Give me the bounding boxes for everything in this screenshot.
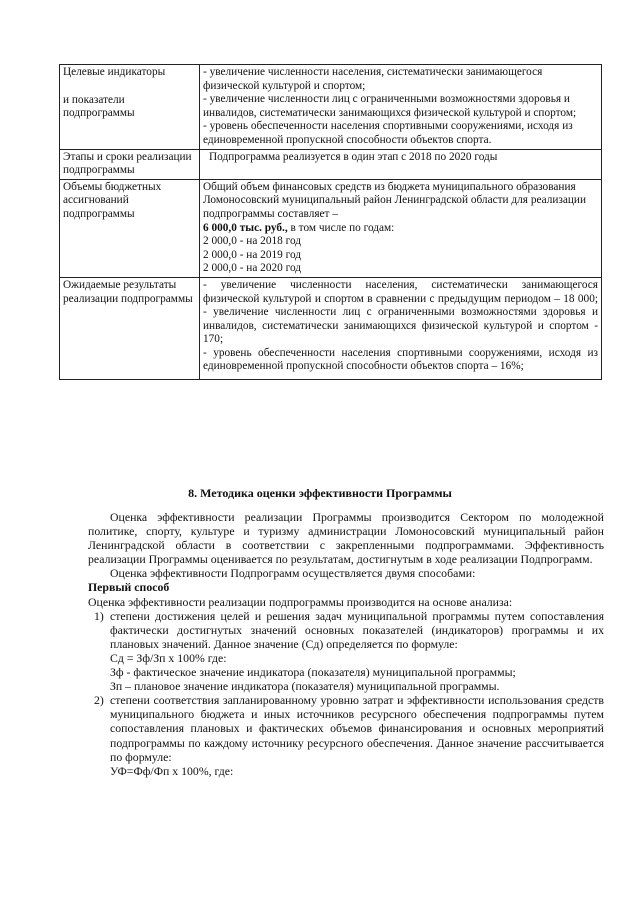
row-label-stages: Этапы и сроки реализации подпрограммы xyxy=(60,149,200,179)
budget-total-amount: 6 000,0 тыс. руб., xyxy=(203,221,288,234)
result-line: - увеличение численности населения, систематически занимающегося физической культурой и спортом в сравнении с предыдущим периодом – 18 000; xyxy=(203,278,598,305)
section-body xyxy=(88,510,604,778)
budget-year: 2 000,0 - на 2020 год xyxy=(203,262,302,275)
list-number: 1) xyxy=(94,608,104,623)
budget-intro: Общий объем финансовых средств из бюджета муниципального образования Ломоносовский муниципальный район Ленинградской области для реализации подпрограммы составляет – xyxy=(203,180,587,220)
indicator-line: - уровень обеспеченности населения спортивными сооружениями, исходя из единовременной пропускной способности объектов спорта. xyxy=(203,120,573,146)
list-item xyxy=(88,609,604,694)
list-number: 2) xyxy=(94,693,104,708)
formula: Сд = Зф/Зп х 100% где: xyxy=(110,650,227,665)
method-list xyxy=(88,609,604,778)
table-row xyxy=(60,277,602,379)
list-item xyxy=(88,693,604,778)
list-text: степени соответствия запланированному уровню затрат и эффективности использования средств муниципального бюджета и иных источников ресурсного обеспечения подпрограммы путем сопоставления плановых и фактических объемов финансирования и основных мероприятий подпрограммы по каждому источнику ресурсного обеспечения. Данное значение рассчитывается по формуле: xyxy=(110,693,604,764)
row-value-indicators xyxy=(200,65,602,150)
paragraph: Оценка эффективности реализации Программы производится Сектором по молодежной политике, спорту, культуре и туризму администрации Ломоносовский муниципальный район Ленинградской области в соответствии с закрепленными подпрограммами. Эффективность реализации Программы оценивается по результатам, достигнутым в ходе реализации Подпрограмм. xyxy=(88,510,604,567)
table-row xyxy=(60,149,602,179)
indicator-line: - увеличение численности населения, систематически занимающегося физической культурой и спортом; xyxy=(203,66,543,92)
method-intro: Оценка эффективности реализации подпрограммы производится на основе анализа: xyxy=(88,594,513,609)
formula-definition: Зп – плановое значение индикатора (показателя) муниципальной программы. xyxy=(110,679,500,694)
paragraph: Оценка эффективности Подпрограмм осуществляется двумя способами: xyxy=(110,566,476,581)
budget-year: 2 000,0 - на 2019 год xyxy=(203,248,302,261)
budget-year: 2 000,0 - на 2018 год xyxy=(203,235,302,248)
list-text: степени достижения целей и решения задач муниципальной программы путем сопоставления фактически достигнутых значений основных показателей (индикаторов) программы и их плановых значений. Данное значение (Сд) определяется по формуле: xyxy=(110,608,604,651)
row-value-budget xyxy=(200,179,602,277)
row-value-stages xyxy=(200,149,602,179)
result-line: - уровень обеспеченности населения спортивными сооружениями, исходя из единовременной пропускной способности объектов спорта – 16%; xyxy=(203,346,598,373)
indicator-line: - увеличение численности лиц с ограниченными возможностями здоровья и инвалидов, систематически занимающихся физической культурой и спортом; xyxy=(203,93,577,119)
table-row xyxy=(60,179,602,277)
budget-total-rest: в том числе по годам: xyxy=(287,221,395,234)
label-text: Целевые индикаторы xyxy=(63,66,166,78)
row-label-budget: Объемы бюджетных ассигнований подпрограммы xyxy=(60,179,200,277)
formula: УФ=Фф/Фп х 100%, где: xyxy=(110,763,234,778)
result-line: - увеличение численности лиц с ограниченными возможностями здоровья и инвалидов, систематически занимающихся физической культурой и спортом - 170; xyxy=(203,306,598,346)
formula-definition: Зф - фактическое значение индикатора (показателя) муниципальной программы; xyxy=(110,665,516,680)
stages-text: Подпрограмма реализуется в один этап с 2018 по 2020 годы xyxy=(209,150,498,163)
passport-table xyxy=(59,64,602,380)
row-value-results xyxy=(200,277,602,379)
table-row xyxy=(60,65,602,150)
method-title: Первый способ xyxy=(88,580,170,595)
row-label-indicators xyxy=(60,65,200,150)
section-heading: 8. Методика оценки эффективности Программы xyxy=(188,486,452,500)
row-label-results: Ожидаемые результаты реализации подпрограммы xyxy=(60,277,200,379)
label-text: и показатели подпрограммы xyxy=(63,93,135,120)
budget-total xyxy=(203,222,598,236)
